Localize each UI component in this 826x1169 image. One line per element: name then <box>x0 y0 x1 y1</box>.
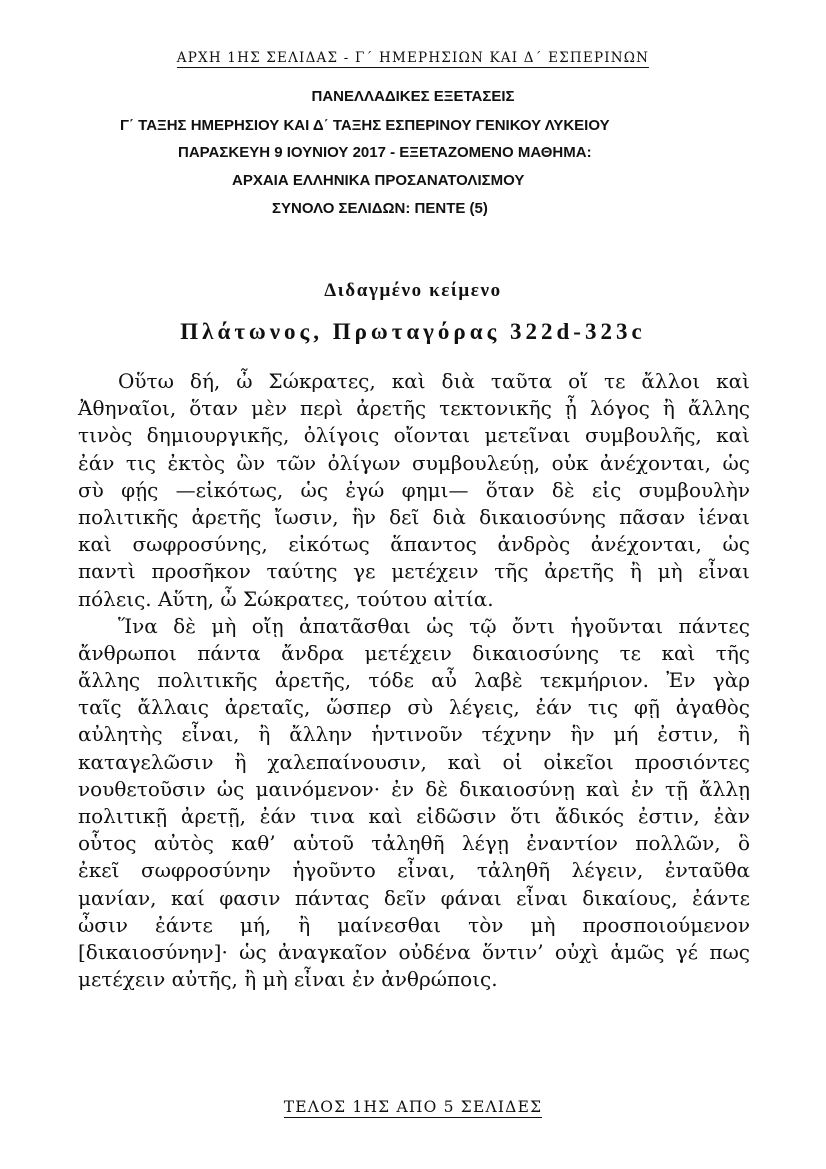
text-line: μετέχειν αὐτῆς, ἢ μὴ εἶναι ἐν ἀνθρώποις. <box>78 967 498 992</box>
text-line: ἐάν τις ἐκτὸς ὢν τῶν ὀλίγων συμβουλεύῃ, οὐκ ἀνέχονται, ὡς <box>78 450 750 475</box>
exam-subject: ΑΡΧΑΙΑ ΕΛΛΗΝΙΚΑ ΠΡΟΣΑΝΑΤΟΛΙΣΜΟΥ <box>232 172 525 189</box>
text-line: ἄλλης πολιτικῆς ἀρετῆς, τόδε αὖ λαβὲ τεκμήριον. Ἐν γὰρ <box>78 668 750 693</box>
text-line: ὦσιν ἐάντε μή, ἢ μαίνεσθαι τὸν μὴ προσποιούμενον <box>78 912 750 937</box>
text-line: μανίαν, καί φασιν πάντας δεῖν φάναι εἶναι δικαίους, ἐάντε <box>78 885 750 910</box>
page-top-line-text: ΑΡΧΗ 1ΗΣ ΣΕΛΙΔΑΣ - Γ΄ ΗΜΕΡΗΣΙΩΝ ΚΑΙ Δ΄ ΕΣΠΕΡΙΝΩΝ <box>176 50 650 66</box>
section-title: Πλάτωνος, Πρωταγόρας 322d-323c <box>180 319 646 344</box>
text-line: τινὸς δημιουργικῆς, ὀλίγοις οἴονται μετεῖναι συμβουλῆς, καὶ <box>78 423 750 448</box>
text-line: νουθετοῦσιν ὡς μαινόμενον· ἐν δὲ δικαιοσύνῃ καὶ ἐν τῇ ἄλλῃ <box>78 776 750 801</box>
page-footer-text: ΤΕΛΟΣ 1ΗΣ ΑΠΟ 5 ΣΕΛΙΔΕΣ <box>283 1098 543 1116</box>
page-footer <box>0 1098 826 1116</box>
text-line: καταγελῶσιν ἢ χαλεπαίνουσιν, καὶ οἱ οἰκεῖοι προσιόντες <box>78 749 750 774</box>
text-line: ἄνθρωποι πάντα ἄνδρα μετέχειν δικαιοσύνης τε καὶ τῆς <box>78 640 750 665</box>
text-line: πολιτικῇ ἀρετῇ, ἐάν τινα καὶ εἰδῶσιν ὅτι ἄδικός ἐστιν, ἐὰν <box>78 804 750 828</box>
text-line: ταῖς ἄλλαις ἀρεταῖς, ὥσπερ σὺ λέγεις, ἐάν τις φῇ ἀγαθὸς <box>78 695 750 720</box>
page-top-line <box>0 50 826 66</box>
text-line: Ἵνα δὲ μὴ οἴῃ ἀπατᾶσθαι ὡς τῷ ὄντι ἡγοῦνται πάντες <box>118 613 750 638</box>
text-line: οὗτος αὐτὸς καθ’ αὑτοῦ τἀληθῆ λέγῃ ἐναντίον πολλῶν, ὃ <box>78 831 750 856</box>
exam-title: ΠΑΝΕΛΛΑΔΙΚΕΣ ΕΞΕΤΑΣΕΙΣ <box>311 88 515 105</box>
text-line: [δικαιοσύνην]· ὡς ἀναγκαῖον οὐδένα ὅντιν’ οὐχὶ ἁμῶς γέ πως <box>78 939 750 964</box>
text-line: Ἀθηναῖοι, ὅταν μὲν περὶ ἀρετῆς τεκτονικῆς ᾖ λόγος ἢ ἄλλης <box>78 396 750 421</box>
text-line: καὶ σωφροσύνης, εἰκότως ἅπαντος ἀνδρὸς ἀνέχονται, ὡς <box>78 532 750 557</box>
exam-total-pages: ΣΥΝΟΛΟ ΣΕΛΙΔΩΝ: ΠΕΝΤΕ (5) <box>272 200 488 217</box>
text-line: πόλεις. Αὕτη, ὦ Σώκρατες, τούτου αἰτία. <box>78 586 494 611</box>
text-line: Οὕτω δή, ὦ Σώκρατες, καὶ διὰ ταῦτα οἵ τε ἄλλοι καὶ <box>118 369 750 393</box>
text-line: παντὶ προσῆκον ταύτης γε μετέχειν τῆς ἀρετῆς ἢ μὴ εἶναι <box>78 559 750 584</box>
ancient-text <box>78 368 750 993</box>
text-line: ἐκεῖ σωφροσύνην ἡγοῦντο εἶναι, τἀληθῆ λέγειν, ἐνταῦθα <box>78 858 750 883</box>
exam-date-subject: ΠΑΡΑΣΚΕΥΗ 9 ΙΟΥΝΙΟΥ 2017 - ΕΞΕΤΑΖΟΜΕΝΟ ΜΑΘΗΜΑ: <box>178 144 592 161</box>
text-line: αὐλητὴς εἶναι, ἢ ἄλλην ἡντινοῦν τέχνην ἣν μή ἐστιν, ἢ <box>78 722 750 747</box>
text-line: πολιτικῆς ἀρετῆς ἴωσιν, ἣν δεῖ διὰ δικαιοσύνης πᾶσαν ἰέναι <box>78 504 750 529</box>
exam-classes: Γ΄ ΤΑΞΗΣ ΗΜΕΡΗΣΙΟΥ ΚΑΙ Δ΄ ΤΑΞΗΣ ΕΣΠΕΡΙΝΟΥ ΓΕΝΙΚΟΥ ΛΥΚΕΙΟΥ <box>120 117 610 134</box>
section-subtitle: Διδαγμένο κείμενο <box>324 280 502 301</box>
text-line: σὺ φῄς —εἰκότως, ὡς ἐγώ φημι— ὅταν δὲ εἰς συμβουλὴν <box>78 477 750 502</box>
